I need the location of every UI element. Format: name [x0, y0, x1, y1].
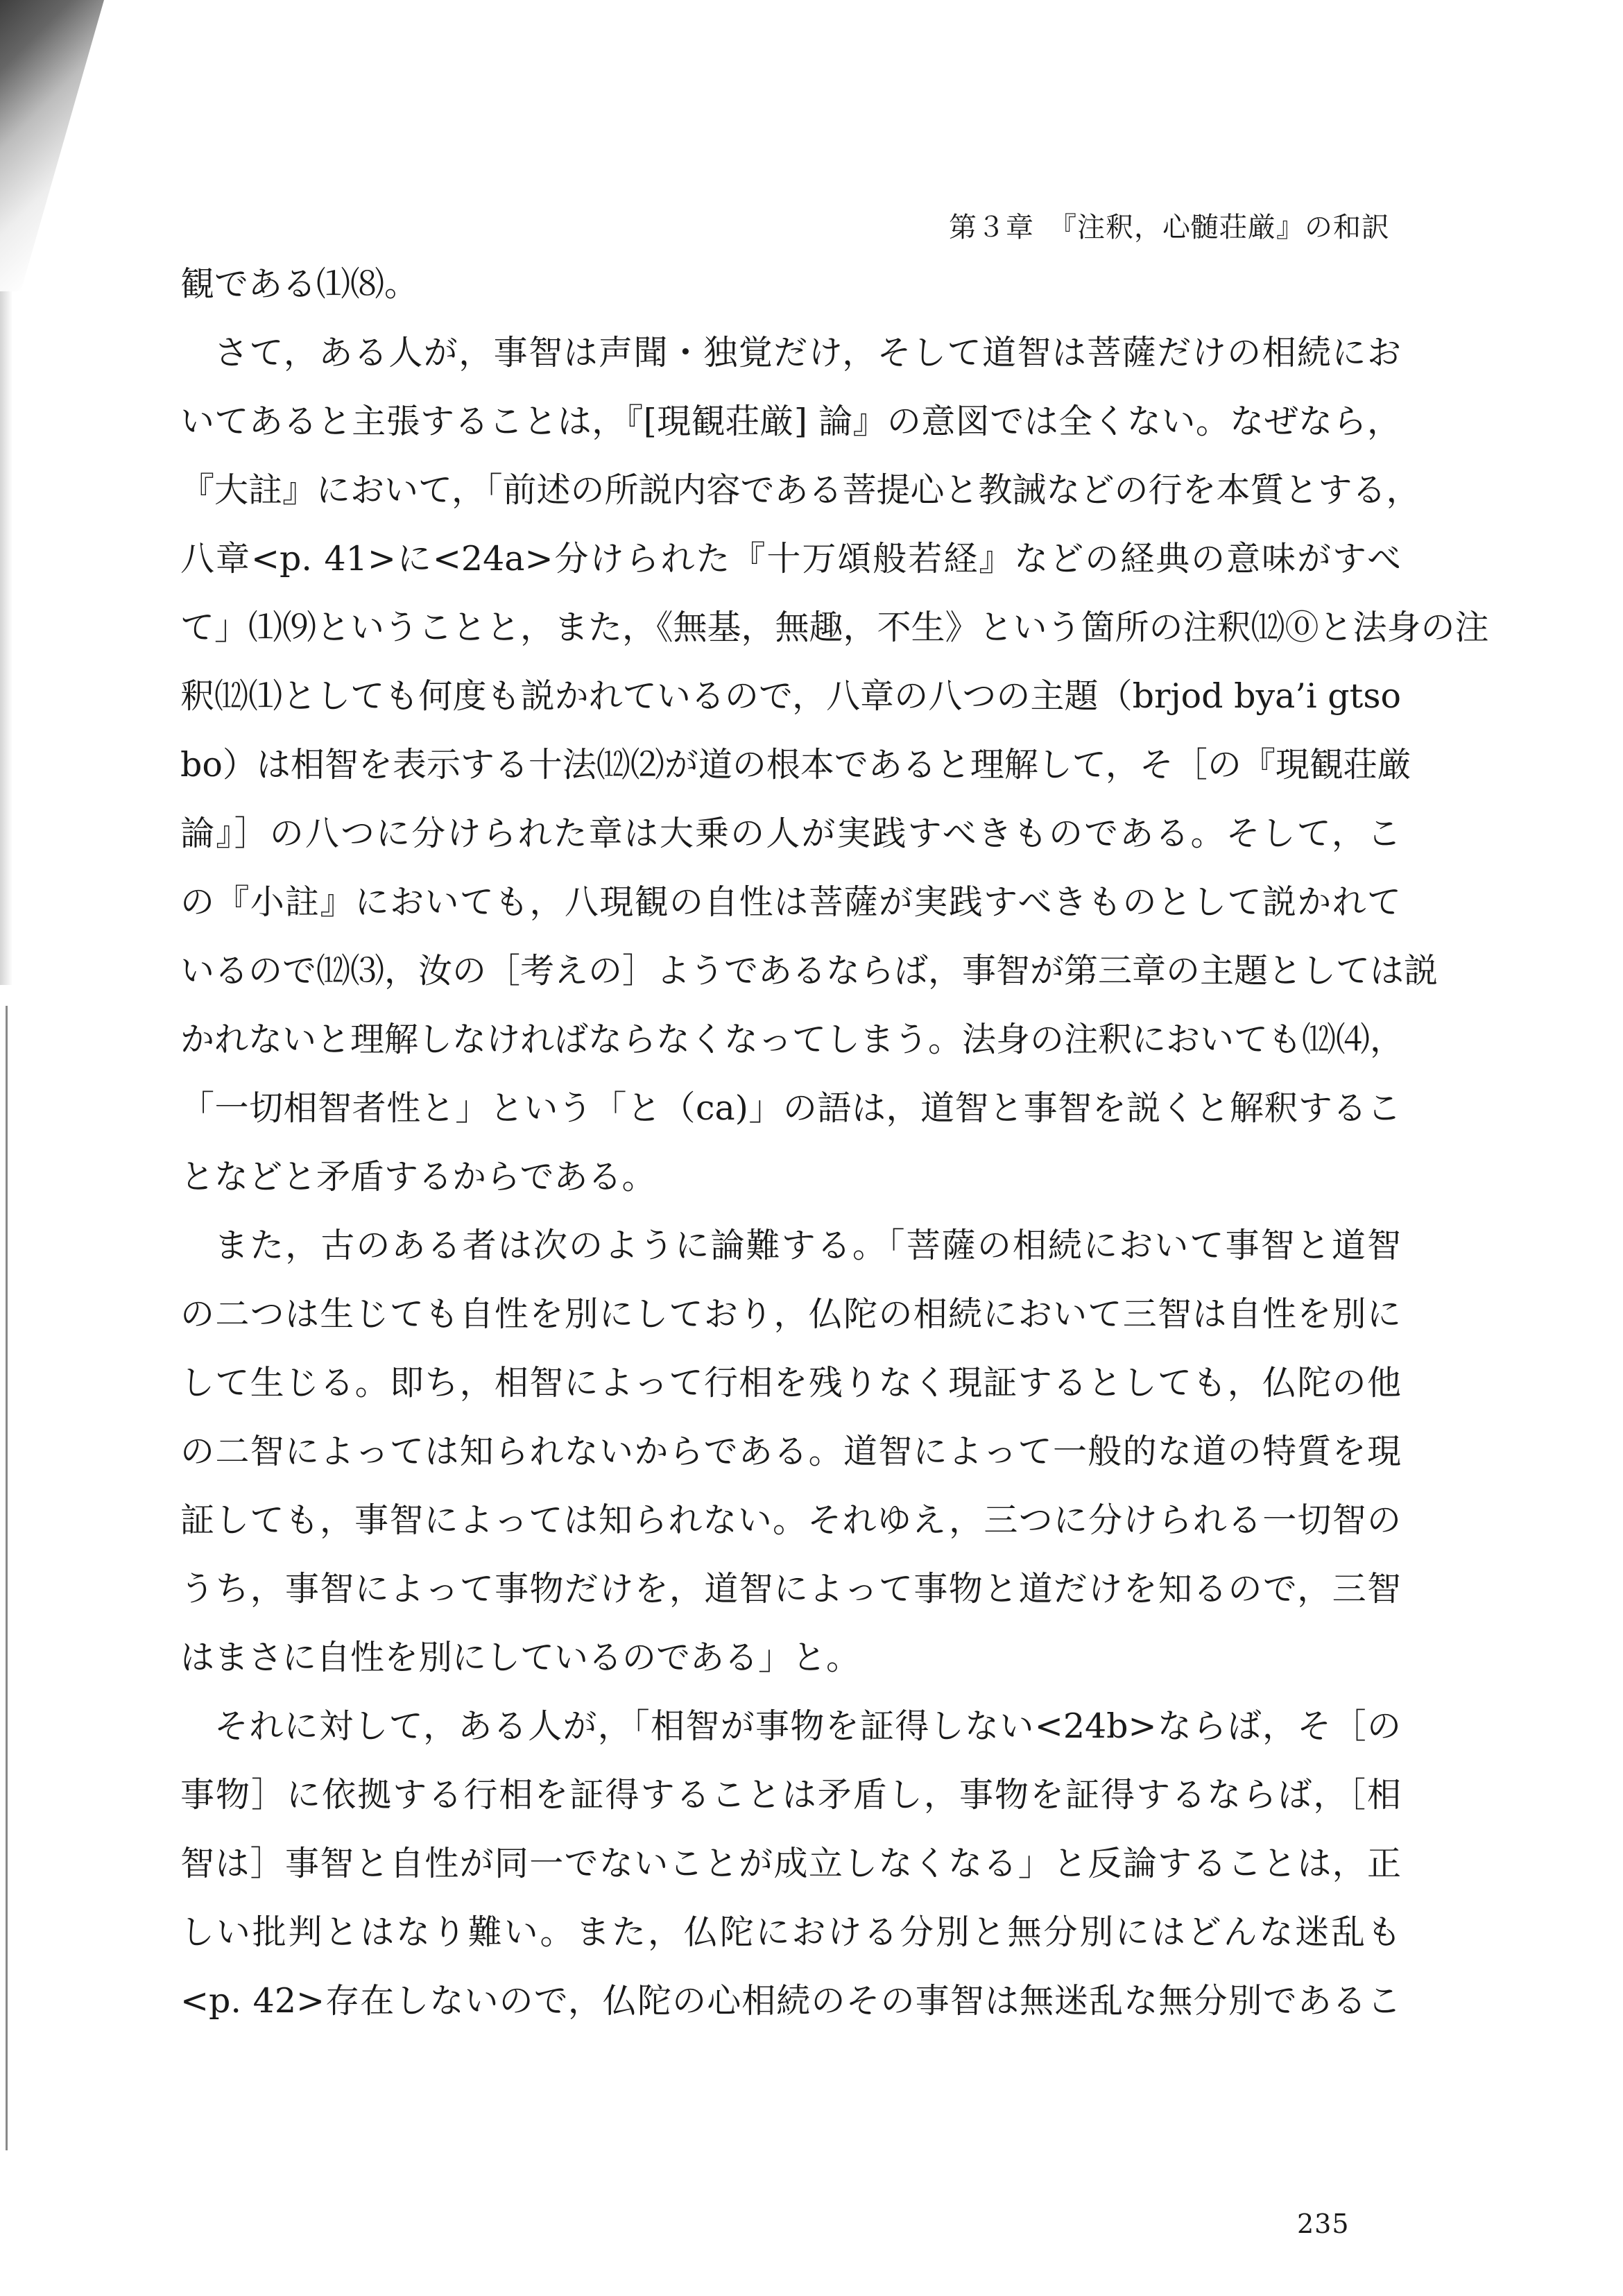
text-line: うち，事智によって事物だけを，道智によって事物と道だけを知るので，三智	[180, 1569, 1401, 1609]
text-line: <p. 42>存在しないので，仏陀の心相続のその事智は無迷乱な無分別であるこ	[180, 1981, 1401, 2021]
running-header: 第３章 『注釈，心髄荘厳』の和訳	[949, 212, 1390, 243]
text-line: 証しても，事智によっては知られない。それゆえ，三つに分けられる一切智の	[180, 1500, 1401, 1540]
text-line: はまさに自性を別にしているのである」と。	[180, 1638, 861, 1677]
text-line: 観である⑴⑻。	[180, 264, 419, 304]
text-line: 釈⑿⑴としても何度も説かれているので，八章の八つの主題（brjod bya’i gtso	[180, 676, 1401, 716]
text-line: となどと矛盾するからである。	[180, 1157, 656, 1197]
text-line: かれないと理解しなければならなくなってしまう。法身の注釈においても⑿⑷，	[180, 1020, 1405, 1059]
text-line: 『大註』において，「前述の所説内容である菩提心と教誡などの行を本質とする，	[180, 470, 1420, 510]
text-line: の『小註』においても，八現観の自性は菩薩が実践すべきものとして説かれて	[180, 882, 1401, 922]
text-line: いるので⑿⑶，汝の［考えの］ようであるならば，事智が第三章の主題としては説	[180, 951, 1439, 991]
text-line: また，古のある者は次のように論難する。「菩薩の相続において事智と道智	[214, 1226, 1401, 1265]
scan-edge-line	[6, 1006, 8, 2150]
text-line: いてあると主張することは，『[現観荘厳] 論』の意図では全くない。なぜなら，	[180, 402, 1401, 441]
text-line: て」⑴⑼ということと，また，《無基，無趣，不生》という箇所の注釈⑿⓪と法身の注	[180, 608, 1489, 647]
text-line: 八章<p. 41>に<24a>分けられた『十万頌般若経』などの経典の意味がすべ	[180, 539, 1401, 579]
text-line: して生じる。即ち，相智によって行相を残りなく現証するとしても，仏陀の他	[180, 1363, 1401, 1403]
text-line: さて，ある人が，事智は声聞・独覚だけ，そして道智は菩薩だけの相続にお	[214, 333, 1401, 372]
scan-shadow	[0, 0, 104, 291]
text-line: の二智によっては知られないからである。道智によって一般的な道の特質を現	[180, 1432, 1401, 1471]
text-line: 「一切相智者性と」という「と（ca)」の語は，道智と事智を説くと解釈するこ	[180, 1088, 1401, 1128]
text-line: 論』］の八つに分けられた章は大乗の人が実践すべきものである。そして，こ	[180, 814, 1401, 853]
text-line: の二つは生じても自性を別にしており，仏陀の相続において三智は自性を別に	[180, 1294, 1401, 1334]
text-line: それに対して，ある人が，「相智が事物を証得しない<24b>ならば，そ［の	[214, 1706, 1401, 1746]
text-line: しい批判とはなり難い。また，仏陀における分別と無分別にはどんな迷乱も	[180, 1912, 1401, 1952]
text-line: 智は］事智と自性が同一でないことが成立しなくなる」と反論することは，正	[180, 1844, 1401, 1883]
text-line: bo）は相智を表示する十法⑿⑵が道の根本であると理解して，そ［の『現観荘厳	[180, 745, 1411, 785]
text-line: 事物］に依拠する行相を証得することは矛盾し，事物を証得するならば，［相	[180, 1775, 1401, 1815]
page-number: 235	[1297, 2209, 1350, 2239]
scan-shadow-strip	[0, 291, 12, 985]
body-text	[180, 250, 1489, 2035]
